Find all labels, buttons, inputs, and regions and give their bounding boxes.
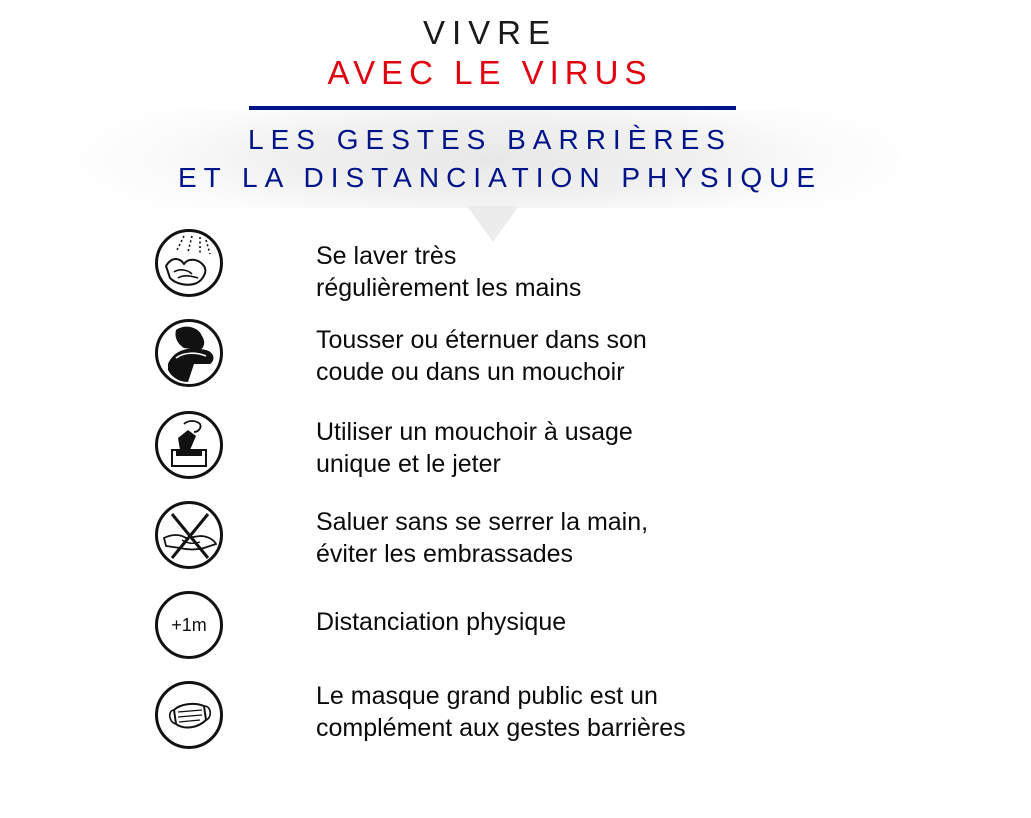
no-handshake-icon [154,500,224,570]
gesture-item-tissue [150,410,850,490]
gesture-label: Distanciation physique [316,608,567,636]
mask-icon [154,680,224,750]
gesture-label: Se laver très régulièrement les mains [316,242,582,302]
gesture-item-handwashing [150,228,850,308]
gesture-item-distance [150,590,850,670]
gesture-item-no-handshake [150,500,850,580]
subtitle-line-2: ET LA DISTANCIATION PHYSIQUE [177,162,823,193]
gesture-item-cough [150,318,850,398]
title-line-1: VIVRE [422,14,558,51]
subtitle-line-1: LES GESTES BARRIÈRES [248,124,732,155]
gesture-label: Tousser ou éternuer dans son coude ou dans un mouchoir [316,326,647,386]
gesture-item-mask [150,680,850,760]
cough-elbow-icon [154,318,224,388]
tissue-icon [154,410,224,480]
gesture-label: Utiliser un mouchoir à usage unique et le jeter [316,418,633,478]
title-line-2: AVEC LE VIRUS [327,54,653,91]
distance-icon [154,590,224,660]
svg-text:+1m: +1m [171,615,207,635]
gesture-label: Le masque grand public est un complément aux gestes barrières [316,682,686,742]
gesture-label: Saluer sans se serrer la main, éviter les embrassades [316,508,649,568]
handwashing-icon [154,228,224,298]
